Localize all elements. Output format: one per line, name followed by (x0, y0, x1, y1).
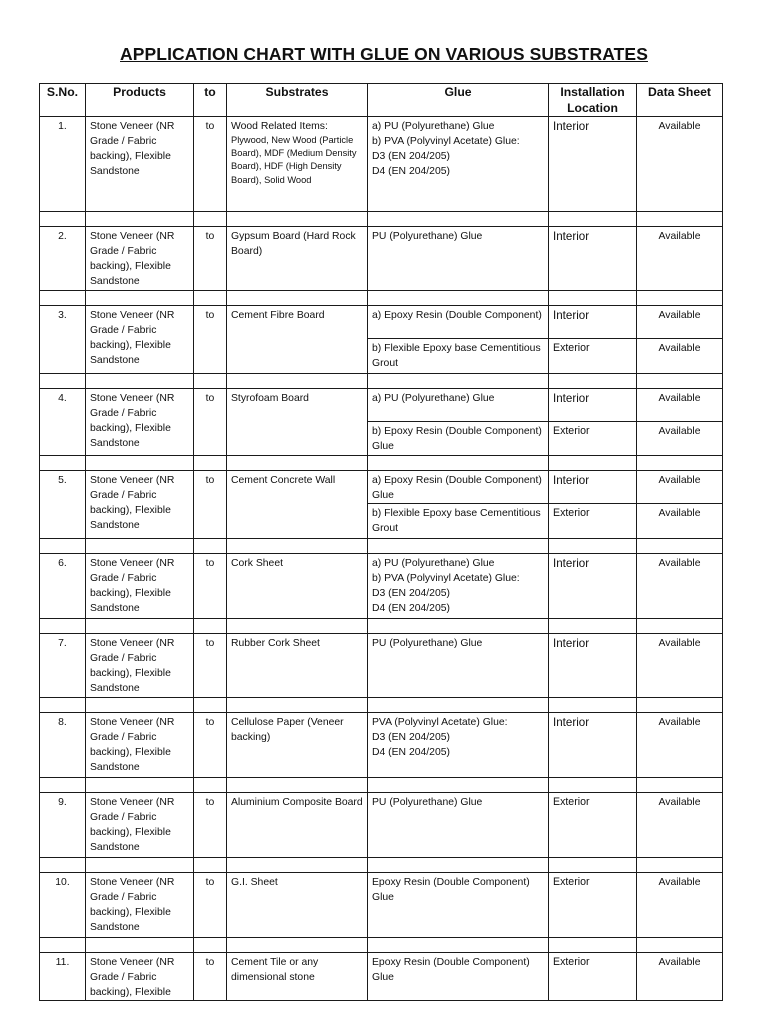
row-datasheet: Available (637, 471, 723, 504)
row-product: Stone Veneer (NR Grade / Fabric backing), Flexible Sandstone (86, 389, 194, 456)
spacer-cell (368, 698, 549, 713)
spacer-cell (194, 212, 227, 227)
spacer-cell (194, 374, 227, 389)
spacer-cell (86, 539, 194, 554)
spacer-cell (194, 778, 227, 793)
table-row (40, 389, 723, 422)
spacer-cell (549, 619, 637, 634)
row-location: Exterior (549, 422, 637, 456)
spacer-cell (368, 858, 549, 873)
row-to: to (194, 873, 227, 938)
row-sno: 2. (40, 227, 86, 291)
spacer-cell (637, 938, 723, 953)
row-product: Stone Veneer (NR Grade / Fabric backing), Flexible Sandstone (86, 554, 194, 619)
spacer-row (40, 938, 723, 953)
row-datasheet: Available (637, 504, 723, 539)
spacer-cell (86, 778, 194, 793)
spacer-cell (549, 698, 637, 713)
table-row (40, 471, 723, 504)
spacer-cell (368, 456, 549, 471)
row-substrate: Cement Fibre Board (227, 306, 368, 374)
header-data-sheet: Data Sheet (637, 84, 723, 117)
row-to: to (194, 713, 227, 778)
row-datasheet: Available (637, 117, 723, 212)
row-location: Interior (549, 471, 637, 504)
spacer-cell (368, 374, 549, 389)
row-location: Interior (549, 389, 637, 422)
spacer-cell (194, 291, 227, 306)
row-substrate: Cement Concrete Wall (227, 471, 368, 539)
spacer-cell (227, 291, 368, 306)
row-location: Exterior (549, 793, 637, 858)
row-to: to (194, 306, 227, 374)
spacer-cell (194, 858, 227, 873)
spacer-row (40, 778, 723, 793)
spacer-cell (194, 539, 227, 554)
row-glue: PU (Polyurethane) Glue (368, 227, 549, 291)
spacer-cell (227, 619, 368, 634)
spacer-cell (637, 212, 723, 227)
spacer-cell (227, 698, 368, 713)
row-to: to (194, 227, 227, 291)
row-datasheet: Available (637, 793, 723, 858)
spacer-cell (368, 539, 549, 554)
row-datasheet: Available (637, 306, 723, 339)
header-sno: S.No. (40, 84, 86, 117)
row-substrate: G.I. Sheet (227, 873, 368, 938)
row-substrate: Rubber Cork Sheet (227, 634, 368, 698)
row-sno: 3. (40, 306, 86, 374)
row-location: Interior (549, 634, 637, 698)
spacer-cell (637, 291, 723, 306)
substrate-detail: Plywood, New Wood (Particle Board), MDF (Medium Density Board), HDF (High Density Board), Solid Wood (231, 135, 357, 185)
row-to: to (194, 389, 227, 456)
spacer-cell (40, 212, 86, 227)
spacer-cell (86, 619, 194, 634)
spacer-cell (86, 456, 194, 471)
application-chart-table (39, 83, 723, 1001)
spacer-cell (368, 212, 549, 227)
row-sno: 10. (40, 873, 86, 938)
spacer-row (40, 456, 723, 471)
row-substrate: Cork Sheet (227, 554, 368, 619)
table-row (40, 713, 723, 778)
spacer-row (40, 858, 723, 873)
row-to: to (194, 634, 227, 698)
row-glue: b) Flexible Epoxy base Cementitious Grout (368, 339, 549, 374)
spacer-cell (227, 212, 368, 227)
spacer-cell (637, 858, 723, 873)
row-datasheet: Available (637, 339, 723, 374)
row-to: to (194, 793, 227, 858)
spacer-row (40, 374, 723, 389)
row-location: Interior (549, 554, 637, 619)
spacer-cell (227, 456, 368, 471)
spacer-cell (368, 619, 549, 634)
row-glue: PU (Polyurethane) Glue (368, 634, 549, 698)
row-datasheet: Available (637, 873, 723, 938)
header-substrates: Substrates (227, 84, 368, 117)
row-product: Stone Veneer (NR Grade / Fabric backing), Flexible Sandstone (86, 634, 194, 698)
spacer-cell (86, 938, 194, 953)
header-glue: Glue (368, 84, 549, 117)
header-to: to (194, 84, 227, 117)
spacer-cell (637, 698, 723, 713)
row-glue: Epoxy Resin (Double Component) Glue (368, 873, 549, 938)
spacer-cell (637, 778, 723, 793)
row-glue: a) PU (Polyurethane) Glue b) PVA (Polyvinyl Acetate) Glue: D3 (EN 204/205) D4 (EN 204/205) (368, 554, 549, 619)
spacer-cell (40, 374, 86, 389)
spacer-cell (40, 456, 86, 471)
spacer-cell (549, 858, 637, 873)
spacer-cell (368, 291, 549, 306)
row-substrate: Cellulose Paper (Veneer backing) (227, 713, 368, 778)
table-row (40, 873, 723, 938)
row-datasheet: Available (637, 227, 723, 291)
spacer-cell (194, 619, 227, 634)
spacer-cell (194, 698, 227, 713)
spacer-cell (40, 698, 86, 713)
row-location: Interior (549, 227, 637, 291)
row-product: Stone Veneer (NR Grade / Fabric backing), Flexible Sandstone (86, 471, 194, 539)
row-glue: b) Epoxy Resin (Double Component) Glue (368, 422, 549, 456)
row-glue: Epoxy Resin (Double Component) Glue (368, 953, 549, 1001)
spacer-cell (549, 212, 637, 227)
spacer-cell (86, 698, 194, 713)
row-sno: 11. (40, 953, 86, 1001)
spacer-cell (194, 456, 227, 471)
spacer-cell (368, 778, 549, 793)
table-row (40, 953, 723, 1001)
row-glue: a) Epoxy Resin (Double Component) (368, 306, 549, 339)
row-datasheet: Available (637, 422, 723, 456)
row-glue: PVA (Polyvinyl Acetate) Glue: D3 (EN 204/205) D4 (EN 204/205) (368, 713, 549, 778)
spacer-cell (549, 539, 637, 554)
spacer-row (40, 698, 723, 713)
row-to: to (194, 117, 227, 212)
row-location: Interior (549, 117, 637, 212)
spacer-cell (86, 212, 194, 227)
spacer-cell (368, 938, 549, 953)
row-glue: a) PU (Polyurethane) Glue b) PVA (Polyvinyl Acetate) Glue: D3 (EN 204/205) D4 (EN 204/205) (368, 117, 549, 212)
table-row (40, 793, 723, 858)
spacer-row (40, 539, 723, 554)
spacer-cell (637, 374, 723, 389)
spacer-cell (86, 374, 194, 389)
spacer-cell (227, 778, 368, 793)
row-to: to (194, 953, 227, 1001)
row-to: to (194, 471, 227, 539)
row-datasheet: Available (637, 389, 723, 422)
row-substrate (227, 117, 368, 212)
spacer-row (40, 212, 723, 227)
row-datasheet: Available (637, 713, 723, 778)
spacer-cell (549, 456, 637, 471)
spacer-cell (40, 291, 86, 306)
spacer-cell (637, 619, 723, 634)
row-datasheet: Available (637, 953, 723, 1001)
row-location: Exterior (549, 504, 637, 539)
row-product: Stone Veneer (NR Grade / Fabric backing), Flexible (86, 953, 194, 1001)
row-sno: 9. (40, 793, 86, 858)
row-glue: a) Epoxy Resin (Double Component) Glue (368, 471, 549, 504)
row-datasheet: Available (637, 634, 723, 698)
row-product: Stone Veneer (NR Grade / Fabric backing), Flexible Sandstone (86, 873, 194, 938)
row-glue: b) Flexible Epoxy base Cementitious Grout (368, 504, 549, 539)
header-installation-location: Installation Location (549, 84, 637, 117)
table-row (40, 634, 723, 698)
row-product: Stone Veneer (NR Grade / Fabric backing), Flexible Sandstone (86, 117, 194, 212)
row-location: Exterior (549, 339, 637, 374)
spacer-cell (549, 778, 637, 793)
spacer-cell (637, 539, 723, 554)
table-row (40, 227, 723, 291)
row-substrate: Aluminium Composite Board (227, 793, 368, 858)
spacer-cell (637, 456, 723, 471)
row-substrate: Gypsum Board (Hard Rock Board) (227, 227, 368, 291)
row-glue: PU (Polyurethane) Glue (368, 793, 549, 858)
spacer-cell (227, 938, 368, 953)
row-sno: 8. (40, 713, 86, 778)
spacer-row (40, 619, 723, 634)
row-substrate: Cement Tile or any dimensional stone (227, 953, 368, 1001)
spacer-cell (549, 938, 637, 953)
row-location: Exterior (549, 953, 637, 1001)
row-product: Stone Veneer (NR Grade / Fabric backing), Flexible Sandstone (86, 227, 194, 291)
row-location: Interior (549, 713, 637, 778)
spacer-cell (194, 938, 227, 953)
row-substrate: Styrofoam Board (227, 389, 368, 456)
spacer-cell (86, 291, 194, 306)
row-datasheet: Available (637, 554, 723, 619)
row-sno: 4. (40, 389, 86, 456)
substrate-title: Wood Related Items: (231, 121, 328, 132)
row-glue: a) PU (Polyurethane) Glue (368, 389, 549, 422)
spacer-row (40, 291, 723, 306)
spacer-cell (40, 778, 86, 793)
spacer-cell (40, 858, 86, 873)
spacer-cell (227, 858, 368, 873)
table-row (40, 117, 723, 212)
row-location: Exterior (549, 873, 637, 938)
row-sno: 6. (40, 554, 86, 619)
page-title: APPLICATION CHART WITH GLUE ON VARIOUS SUBSTRATES (120, 44, 648, 64)
spacer-cell (227, 374, 368, 389)
spacer-cell (40, 938, 86, 953)
spacer-cell (86, 858, 194, 873)
row-sno: 5. (40, 471, 86, 539)
row-to: to (194, 554, 227, 619)
row-product: Stone Veneer (NR Grade / Fabric backing), Flexible Sandstone (86, 713, 194, 778)
spacer-cell (549, 291, 637, 306)
row-sno: 1. (40, 117, 86, 212)
table-row (40, 554, 723, 619)
spacer-cell (227, 539, 368, 554)
table-row (40, 306, 723, 339)
header-row (40, 84, 723, 117)
row-product: Stone Veneer (NR Grade / Fabric backing), Flexible Sandstone (86, 306, 194, 374)
header-products: Products (86, 84, 194, 117)
spacer-cell (40, 619, 86, 634)
spacer-cell (549, 374, 637, 389)
row-location: Interior (549, 306, 637, 339)
spacer-cell (40, 539, 86, 554)
row-product: Stone Veneer (NR Grade / Fabric backing), Flexible Sandstone (86, 793, 194, 858)
row-sno: 7. (40, 634, 86, 698)
